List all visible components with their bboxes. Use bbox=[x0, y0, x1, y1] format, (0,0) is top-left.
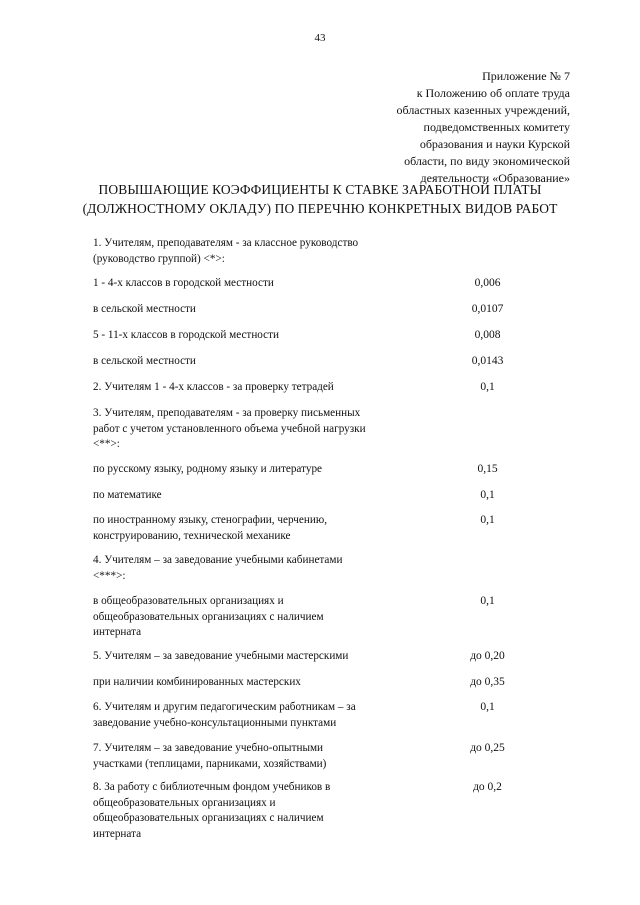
row-label-line: в сельской местности bbox=[93, 303, 196, 315]
coefficient-row-label bbox=[93, 328, 413, 344]
appendix-line: образования и науки Курской bbox=[419, 137, 570, 151]
appendix-line: Приложение № 7 bbox=[482, 69, 570, 83]
coefficient-row-label bbox=[93, 553, 413, 584]
row-label-line: по иностранному языку, стенографии, черчению, bbox=[93, 514, 328, 526]
row-label-line: работ с учетом установленного объема учебной нагрузки bbox=[93, 422, 366, 435]
coefficient-value: 0,1 bbox=[480, 489, 495, 501]
coefficient-value: 0,1 bbox=[480, 701, 495, 713]
coefficient-value: 0,006 bbox=[474, 277, 501, 289]
row-label-line: 6. Учителям и другим педагогическим работникам – за bbox=[93, 701, 356, 713]
row-label-line: участками (теплицами, парниками, хозяйствами) bbox=[93, 757, 327, 770]
coefficient-row-label bbox=[93, 354, 413, 370]
coefficient-row-label bbox=[93, 780, 413, 842]
row-label-line: (руководство группой) <*>: bbox=[93, 252, 225, 265]
row-label-line: общеобразовательных организациях с наличием bbox=[93, 610, 324, 623]
row-label-line: 1 - 4-х классов в городской местности bbox=[93, 277, 274, 289]
coefficient-row-label bbox=[93, 406, 413, 453]
coefficient-value: 0,1 bbox=[480, 514, 495, 526]
row-label-line: 8. За работу с библиотечным фондом учебников в bbox=[93, 781, 331, 793]
coefficient-row-label bbox=[93, 741, 413, 772]
row-label-line: <**>: bbox=[93, 438, 120, 450]
row-label-line: общеобразовательных организациях с наличием bbox=[93, 812, 324, 824]
coefficient-value: до 0,2 bbox=[473, 781, 502, 793]
row-label-line: 2. Учителям 1 - 4-х классов - за проверку тетрадей bbox=[93, 381, 334, 393]
coefficient-value: 0,008 bbox=[474, 329, 501, 341]
row-label-line: по русскому языку, родному языку и литературе bbox=[93, 463, 323, 475]
row-label-line: заведование учебно-консультационными пунктами bbox=[93, 716, 337, 729]
row-label-line: 1. Учителям, преподавателям - за классное руководство bbox=[93, 237, 359, 249]
appendix-line: области, по виду экономической bbox=[404, 154, 570, 168]
coefficient-value: до 0,35 bbox=[470, 676, 505, 688]
coefficient-value: 0,1 bbox=[480, 381, 495, 393]
row-label-line: 5. Учителям – за заведование учебными мастерскими bbox=[93, 650, 349, 662]
row-label-line: 4. Учителям – за заведование учебными кабинетами bbox=[93, 554, 343, 566]
coefficient-value: 0,0107 bbox=[471, 303, 504, 315]
appendix-line: к Положению об оплате труда bbox=[416, 86, 570, 100]
row-label-line: в сельской местности bbox=[93, 355, 196, 367]
row-label-line: в общеобразовательных организациях и bbox=[93, 595, 284, 607]
coefficient-row-label bbox=[93, 462, 413, 478]
appendix-line: областных казенных учреждений, bbox=[396, 103, 570, 117]
coefficient-value: 0,1 bbox=[480, 595, 495, 607]
page-number: 43 bbox=[314, 32, 326, 44]
coefficient-row-label bbox=[93, 302, 413, 318]
coefficient-value: до 0,25 bbox=[470, 742, 505, 754]
row-label-line: <***>: bbox=[93, 569, 126, 582]
row-label-line: 5 - 11-х классов в городской местности bbox=[93, 329, 280, 341]
coefficient-value: 0,0143 bbox=[471, 355, 504, 367]
coefficient-row-label bbox=[93, 700, 413, 731]
row-label-line: конструированию, технической механике bbox=[93, 529, 291, 542]
coefficient-row-label bbox=[93, 380, 413, 396]
title-line: (ДОЛЖНОСТНОМУ ОКЛАДУ) ПО ПЕРЕЧНЮ КОНКРЕТНЫХ ВИДОВ РАБОТ bbox=[82, 201, 558, 216]
coefficient-value: 0,15 bbox=[477, 463, 498, 475]
row-label-line: по математике bbox=[93, 489, 162, 501]
coefficient-row-label bbox=[93, 675, 413, 691]
coefficient-row-label bbox=[93, 276, 413, 292]
row-label-line: интерната bbox=[93, 827, 142, 840]
coefficient-row-label bbox=[93, 594, 413, 641]
row-label-line: 7. Учителям – за заведование учебно-опытными bbox=[93, 742, 324, 754]
title-line: ПОВЫШАЮЩИЕ КОЭФФИЦИЕНТЫ К СТАВКЕ ЗАРАБОТНОЙ ПЛАТЫ bbox=[98, 182, 542, 197]
appendix-line: подведомственных комитету bbox=[423, 120, 570, 134]
coefficient-row-label bbox=[93, 236, 413, 267]
appendix-line: деятельности «Образование» bbox=[420, 171, 570, 185]
coefficient-value: до 0,20 bbox=[470, 650, 505, 662]
row-label-line: при наличии комбинированных мастерских bbox=[93, 676, 301, 688]
coefficient-row-label bbox=[93, 649, 413, 665]
coefficient-row-label bbox=[93, 488, 413, 504]
row-label-line: 3. Учителям, преподавателям - за проверку письменных bbox=[93, 407, 361, 419]
row-label-line: интерната bbox=[93, 626, 142, 638]
coefficient-row-label bbox=[93, 513, 413, 544]
row-label-line: общеобразовательных организациях и bbox=[93, 796, 276, 809]
